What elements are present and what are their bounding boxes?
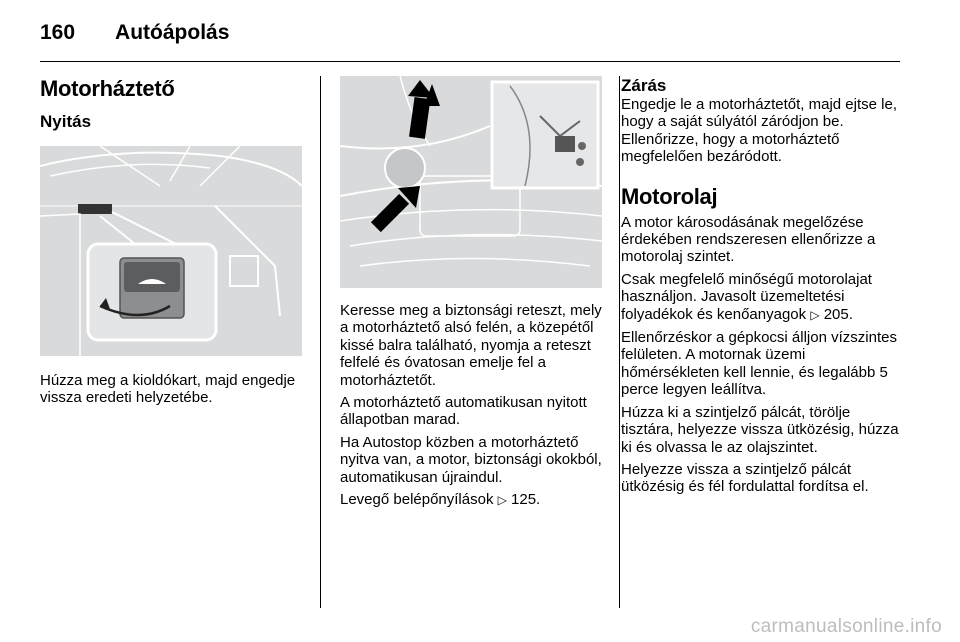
paragraph-air-inlet-ref — [340, 491, 602, 509]
figure-caption: Húzza meg a kioldókart, majd engedje vissza eredeti helyzetébe. — [40, 372, 296, 407]
paragraph-dipstick-read: Húzza ki a szintjelző pálcát, törölje tisztára, helyezze vissza ütközésig, húzza ki és olvassa le az olajszintet. — [621, 403, 899, 456]
arrow-right-icon: ▷ — [497, 493, 507, 508]
header-rule — [40, 61, 900, 62]
hood-release-lever-illustration — [40, 146, 302, 356]
air-inlet-ref-text: Levegő belépőnyílások — [340, 491, 494, 509]
oil-quality-text: Csak megfelelő minőségű motorolajat használjon. Javasolt üzemeltetési folyadékok és kenőanyagok — [621, 270, 872, 323]
arrow-right-icon: ▷ — [810, 307, 820, 322]
hood-latch-illustration — [340, 76, 602, 288]
subsection-title-opening: Nyitás — [40, 112, 92, 131]
paragraph-find-latch: Keresse meg a biztonsági reteszt, mely a motorháztető alsó felén, a közepétől kissé balra található, nyomja a reteszt felfelé és óvatosan emelje fel a motorháztetőt. — [340, 302, 602, 389]
paragraph-oil-conditions: Ellenőrzéskor a gépkocsi álljon vízszintes felületen. A motornak üzemi hőmérsékleten kell lennie, és legalább 5 perce legyen leállítva. — [621, 329, 897, 399]
paragraph-oil-quality — [621, 271, 906, 324]
section-title-engine-oil: Motorolaj — [621, 183, 718, 209]
column-divider-right — [619, 76, 620, 608]
paragraph-closing: Engedje le a motorháztetőt, majd ejtse le, hogy a saját súlyától záródjon be. Ellenőrizze, hogy a motorháztető megfelelően bezáródott. — [621, 96, 897, 166]
paragraph-dipstick-return: Helyezze vissza a szintjelző pálcát ütközésig és fél fordulattal fordítsa el. — [621, 460, 869, 496]
hood-latch-drawing — [340, 76, 602, 288]
air-inlet-ref-page[interactable]: 125. — [511, 491, 541, 509]
subsection-title-closing: Zárás — [621, 76, 667, 95]
paragraph-oil-check: A motor károsodásának megelőzése érdekében rendszeresen ellenőrizze a motorolaj szintet. — [621, 213, 876, 266]
section-title: Motorháztető — [40, 76, 175, 101]
column-1 — [40, 76, 302, 407]
paragraph-autostop: Ha Autostop közben a motorháztető nyitva van, a motor, biztonsági okokból, automatikusan újraindul. — [340, 433, 602, 486]
chapter-title: Autóápolás — [115, 21, 230, 44]
oil-quality-ref-page[interactable]: 205. — [823, 305, 853, 323]
column-2 — [340, 76, 602, 509]
page-header — [40, 18, 229, 48]
hood-release-lever-drawing — [40, 146, 302, 356]
page-number: 160 — [40, 21, 76, 44]
column-divider-left — [320, 76, 321, 608]
watermark: carmanualsonline.info — [750, 616, 942, 637]
paragraph-stays-open: A motorháztető automatikusan nyitott állapotban marad. — [340, 394, 587, 429]
column-3 — [621, 76, 906, 496]
